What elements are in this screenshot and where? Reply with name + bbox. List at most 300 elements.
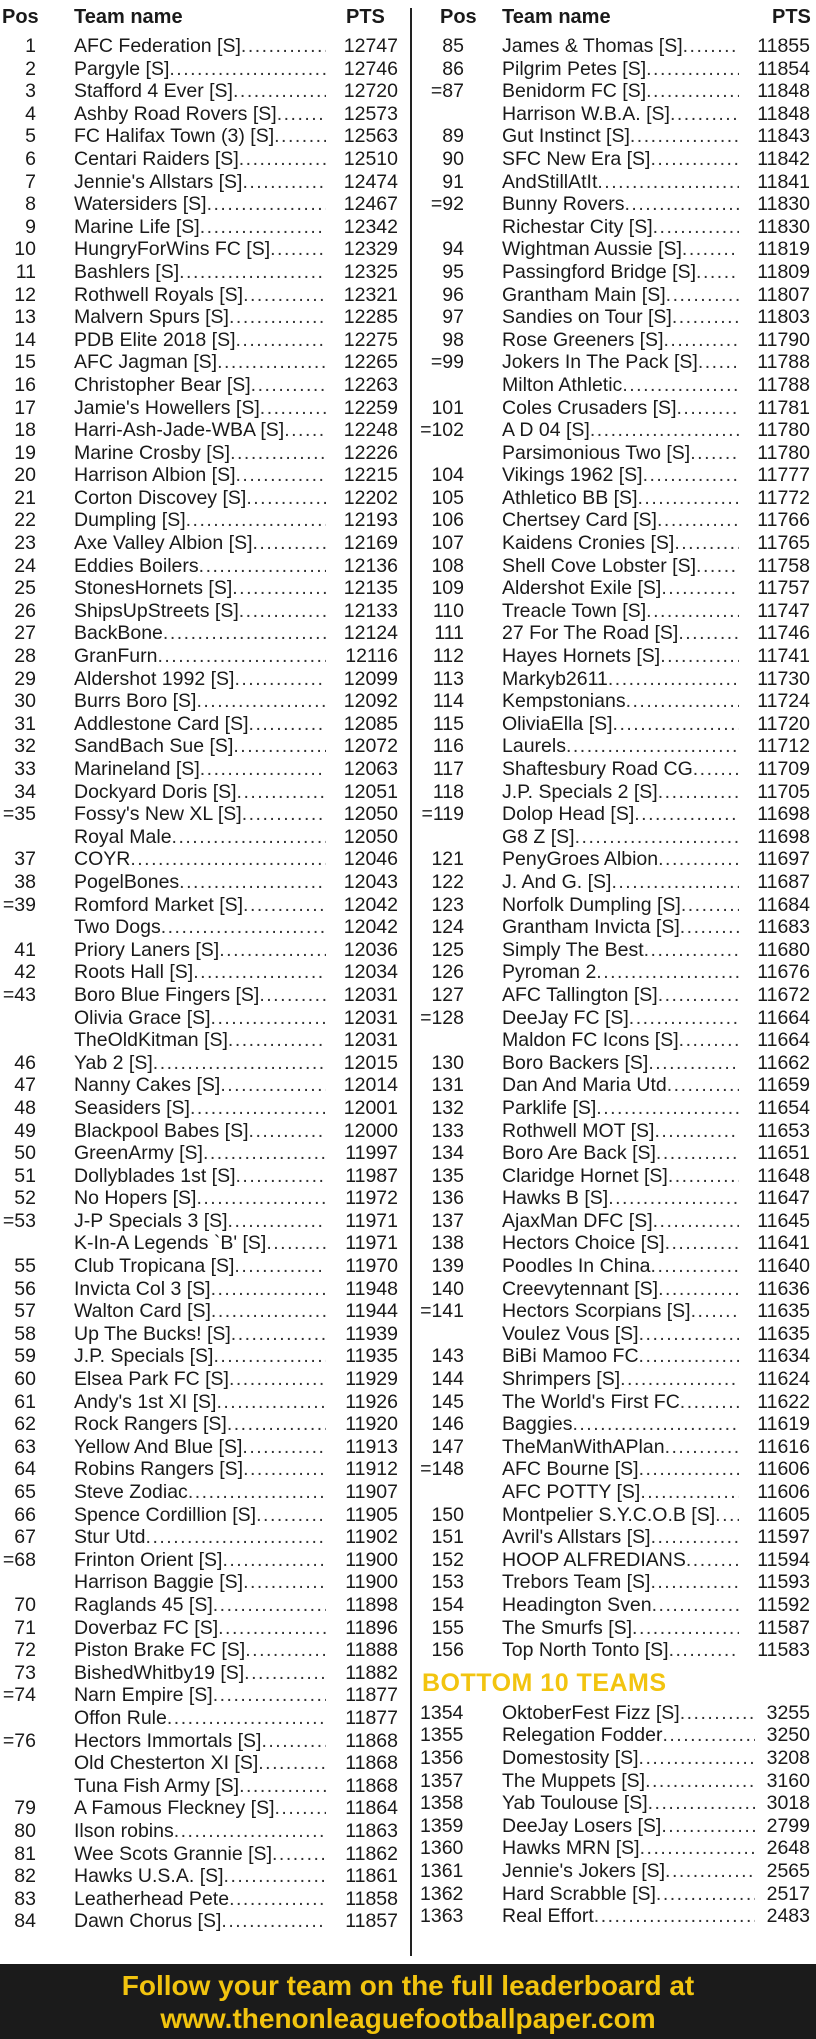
row-team-name bbox=[502, 1504, 739, 1527]
table-row bbox=[0, 802, 410, 825]
row-position: 90 bbox=[442, 147, 464, 170]
row-team-name bbox=[502, 487, 739, 510]
row-team-name bbox=[74, 645, 326, 668]
dot-leader bbox=[236, 1165, 327, 1188]
dot-leader bbox=[644, 939, 739, 962]
row-position: 14 bbox=[14, 328, 36, 351]
row-points: 2517 bbox=[766, 1882, 810, 1905]
dot-leader bbox=[678, 622, 739, 645]
row-team-name bbox=[502, 1074, 739, 1097]
row-points: 12510 bbox=[343, 147, 398, 170]
row-position: 50 bbox=[14, 1142, 36, 1165]
table-row bbox=[420, 1073, 816, 1096]
row-position: 73 bbox=[14, 1661, 36, 1684]
row-points: 11680 bbox=[757, 938, 810, 961]
row-position: 1358 bbox=[420, 1792, 464, 1815]
table-row bbox=[420, 1791, 816, 1814]
team-name-text: DeeJay FC [S] bbox=[502, 1006, 629, 1029]
row-team-name bbox=[502, 419, 739, 442]
dot-leader bbox=[566, 735, 739, 758]
dot-leader bbox=[222, 1549, 326, 1572]
team-name-text: Milton Athletic bbox=[502, 373, 623, 396]
row-points: 11640 bbox=[757, 1255, 810, 1278]
row-position: 95 bbox=[442, 260, 464, 283]
team-name-text: AndStillAtIt bbox=[502, 170, 598, 193]
footer-text: Follow your team on the full leaderboard at bbox=[121, 1970, 695, 2001]
row-points: 12329 bbox=[343, 238, 398, 261]
row-position: 109 bbox=[431, 577, 464, 600]
row-position: 1361 bbox=[420, 1859, 464, 1882]
row-points: 12135 bbox=[343, 577, 398, 600]
dot-leader bbox=[179, 871, 326, 894]
row-team-name bbox=[74, 284, 326, 307]
dot-leader bbox=[219, 939, 326, 962]
team-name-text: Tuna Fish Army [S] bbox=[74, 1774, 240, 1797]
row-points: 12043 bbox=[343, 870, 398, 893]
row-points: 11905 bbox=[345, 1503, 398, 1526]
row-team-name bbox=[502, 1165, 739, 1188]
row-team-name bbox=[502, 555, 739, 578]
dot-leader bbox=[233, 735, 326, 758]
team-name-text: Romford Market [S] bbox=[74, 893, 244, 916]
row-points: 3160 bbox=[766, 1769, 810, 1792]
table-row bbox=[420, 328, 816, 351]
table-row bbox=[420, 825, 816, 848]
row-position: 48 bbox=[14, 1096, 36, 1119]
row-position: 156 bbox=[431, 1639, 464, 1662]
team-name-text: J.P. Specials 2 [S] bbox=[502, 780, 658, 803]
table-row bbox=[420, 915, 816, 938]
table-row bbox=[0, 237, 410, 260]
row-position: 33 bbox=[14, 758, 36, 780]
row-points: 11587 bbox=[757, 1616, 810, 1639]
table-row bbox=[0, 1322, 410, 1345]
row-points: 11830 bbox=[757, 215, 810, 238]
table-row bbox=[0, 1683, 410, 1706]
row-position: =102 bbox=[420, 419, 464, 442]
dot-leader bbox=[653, 216, 739, 239]
team-name-text: Harrison Baggie [S] bbox=[74, 1571, 244, 1594]
row-team-name bbox=[502, 532, 739, 555]
row-points: 11863 bbox=[345, 1819, 398, 1842]
table-row bbox=[0, 260, 410, 283]
row-points: 11593 bbox=[757, 1571, 810, 1594]
dot-leader bbox=[634, 803, 739, 826]
row-position: =141 bbox=[420, 1300, 464, 1323]
row-team-name bbox=[502, 1345, 739, 1368]
row-points: 11780 bbox=[757, 441, 810, 464]
row-points: 11900 bbox=[345, 1571, 398, 1594]
row-team-name bbox=[74, 1820, 326, 1843]
team-name-text: Grantham Invicta [S] bbox=[502, 916, 680, 939]
row-points: 12720 bbox=[343, 80, 398, 103]
dot-leader bbox=[243, 1571, 326, 1594]
row-team-name bbox=[502, 1232, 739, 1255]
row-position: 8 bbox=[25, 193, 36, 216]
team-name-text: Montpelier S.Y.C.O.B [S] bbox=[502, 1503, 716, 1526]
row-points: 11664 bbox=[757, 1029, 810, 1052]
row-position: 1357 bbox=[420, 1769, 464, 1792]
team-name-text: Hard Scrabble [S] bbox=[502, 1882, 656, 1905]
dot-leader bbox=[230, 442, 326, 465]
row-team-name bbox=[74, 171, 326, 194]
row-points: 11788 bbox=[757, 351, 810, 374]
dot-leader bbox=[668, 1165, 739, 1188]
team-name-text: Invicta Col 3 [S] bbox=[74, 1277, 211, 1300]
table-row bbox=[0, 1909, 410, 1932]
table-row bbox=[420, 780, 816, 803]
row-position: 124 bbox=[431, 916, 464, 939]
dot-leader bbox=[639, 1458, 739, 1481]
table-row bbox=[420, 1904, 816, 1927]
team-name-text: Boro Backers [S] bbox=[502, 1051, 649, 1074]
row-team-name bbox=[502, 1702, 755, 1725]
table-row bbox=[0, 1661, 410, 1684]
table-row bbox=[0, 1073, 410, 1096]
team-name-text: J. And G. [S] bbox=[502, 870, 612, 893]
row-team-name bbox=[74, 1594, 326, 1617]
row-team-name bbox=[502, 374, 739, 397]
row-points: 11720 bbox=[757, 712, 810, 735]
row-points: 12063 bbox=[343, 758, 398, 780]
table-row bbox=[0, 893, 410, 916]
dot-leader bbox=[213, 1345, 326, 1368]
dot-leader bbox=[693, 758, 739, 781]
table-row bbox=[420, 1570, 816, 1593]
team-name-text: Nanny Cakes [S] bbox=[74, 1074, 221, 1097]
table-row bbox=[0, 34, 410, 57]
row-points: 12248 bbox=[343, 419, 398, 442]
table-row bbox=[0, 780, 410, 803]
row-position: 41 bbox=[14, 938, 36, 961]
row-points: 11877 bbox=[345, 1706, 398, 1729]
row-position: 150 bbox=[431, 1503, 464, 1526]
table-row bbox=[0, 1367, 410, 1390]
dot-leader bbox=[211, 1300, 326, 1323]
dot-leader bbox=[683, 35, 739, 58]
row-team-name bbox=[502, 600, 739, 623]
table-row bbox=[0, 1638, 410, 1661]
row-team-name bbox=[502, 1413, 739, 1436]
team-name-text: Offon Rule bbox=[74, 1706, 167, 1729]
dot-leader bbox=[157, 645, 326, 668]
dot-leader bbox=[172, 826, 326, 849]
row-team-name bbox=[74, 1187, 326, 1210]
table-row bbox=[0, 1028, 410, 1051]
row-points: 12042 bbox=[343, 893, 398, 916]
team-name-text: Yab Toulouse [S] bbox=[502, 1792, 648, 1815]
row-team-name bbox=[502, 148, 739, 171]
row-points: 11972 bbox=[345, 1187, 398, 1210]
row-team-name bbox=[74, 1007, 326, 1030]
row-team-name bbox=[74, 193, 326, 216]
table-row bbox=[420, 1638, 816, 1661]
row-points: 11758 bbox=[757, 554, 810, 577]
dot-leader bbox=[674, 532, 739, 555]
footer-url[interactable]: www.thenonleaguefootballpaper.com bbox=[160, 2003, 656, 2034]
dot-leader bbox=[179, 261, 326, 284]
row-team-name bbox=[74, 374, 326, 397]
team-name-text: BackBone bbox=[74, 622, 163, 645]
row-position: 65 bbox=[14, 1481, 36, 1503]
dot-leader bbox=[648, 1052, 739, 1075]
row-points: 11654 bbox=[757, 1096, 810, 1119]
dot-leader bbox=[227, 1413, 326, 1436]
row-points: 12321 bbox=[343, 283, 398, 306]
team-name-text: Sandies on Tour [S] bbox=[502, 306, 672, 329]
dot-leader bbox=[645, 1770, 755, 1793]
team-name-text: Aldershot 1992 [S] bbox=[74, 667, 235, 690]
dot-leader bbox=[658, 984, 739, 1007]
dot-leader bbox=[657, 509, 739, 532]
row-position: 71 bbox=[14, 1616, 36, 1639]
team-name-text: 27 For The Road [S] bbox=[502, 622, 679, 645]
table-row bbox=[0, 960, 410, 983]
table-row bbox=[420, 215, 816, 238]
table-row bbox=[0, 102, 410, 125]
team-name-text: Up The Bucks! [S] bbox=[74, 1322, 231, 1345]
dot-leader bbox=[656, 1883, 755, 1906]
dot-leader bbox=[174, 1820, 326, 1843]
table-row bbox=[0, 1344, 410, 1367]
table-row bbox=[0, 1864, 410, 1887]
table-row bbox=[420, 1457, 816, 1480]
team-name-text: Rock Rangers [S] bbox=[74, 1413, 227, 1436]
dot-leader bbox=[239, 148, 326, 171]
table-row bbox=[0, 170, 410, 193]
table-row bbox=[420, 644, 816, 667]
team-name-text: Corton Discovey [S] bbox=[74, 486, 247, 509]
table-row bbox=[0, 1186, 410, 1209]
row-team-name bbox=[74, 758, 326, 781]
row-team-name bbox=[502, 1724, 755, 1747]
table-row bbox=[420, 170, 816, 193]
dot-leader bbox=[670, 103, 739, 126]
row-points: 11944 bbox=[345, 1300, 398, 1323]
table-row bbox=[0, 350, 410, 373]
row-team-name bbox=[502, 1549, 739, 1572]
table-row bbox=[0, 79, 410, 102]
table-row bbox=[0, 531, 410, 554]
bottom-teams-heading bbox=[420, 1665, 816, 1701]
dot-leader bbox=[243, 284, 326, 307]
table-row bbox=[420, 1882, 816, 1905]
row-position: 20 bbox=[14, 464, 36, 487]
team-name-text: A D 04 [S] bbox=[502, 419, 590, 442]
dot-leader bbox=[272, 1843, 326, 1866]
team-name-text: Boro Are Back [S] bbox=[502, 1142, 656, 1165]
row-points: 11848 bbox=[757, 80, 810, 103]
row-points: 11803 bbox=[757, 306, 810, 329]
team-name-text: Marine Life [S] bbox=[74, 215, 200, 238]
row-team-name bbox=[74, 622, 326, 645]
team-name-text: FC Halifax Town (3) [S] bbox=[74, 125, 275, 148]
table-row bbox=[420, 1746, 816, 1769]
dot-leader bbox=[243, 1458, 326, 1481]
table-row bbox=[0, 689, 410, 712]
dot-leader bbox=[686, 1549, 739, 1572]
dot-leader bbox=[186, 509, 326, 532]
row-team-name bbox=[502, 1120, 739, 1143]
row-position: 1 bbox=[25, 35, 36, 57]
team-name-text: Poodles In China bbox=[502, 1255, 651, 1278]
row-position: 136 bbox=[431, 1187, 464, 1210]
row-position: 1355 bbox=[420, 1724, 464, 1747]
table-row bbox=[420, 1096, 816, 1119]
row-team-name bbox=[502, 351, 739, 374]
row-points: 11857 bbox=[345, 1910, 398, 1933]
table-row bbox=[420, 1299, 816, 1322]
row-team-name bbox=[74, 1617, 326, 1640]
dot-leader bbox=[284, 419, 326, 442]
row-team-name bbox=[74, 1707, 326, 1730]
dot-leader bbox=[680, 1391, 739, 1414]
header-pts: PTS bbox=[346, 6, 385, 28]
team-name-text: Hayes Hornets [S] bbox=[502, 645, 661, 668]
row-team-name bbox=[74, 1752, 326, 1775]
team-name-text: Malvern Spurs [S] bbox=[74, 306, 229, 329]
row-points: 11843 bbox=[757, 125, 810, 148]
table-row bbox=[420, 1701, 816, 1724]
row-points: 12193 bbox=[343, 509, 398, 532]
row-points: 12265 bbox=[343, 351, 398, 374]
team-name-text: Trebors Team [S] bbox=[502, 1571, 651, 1594]
row-team-name bbox=[502, 464, 739, 487]
row-position: 97 bbox=[442, 306, 464, 329]
row-position: 22 bbox=[14, 509, 36, 532]
dot-leader bbox=[237, 781, 326, 804]
row-team-name bbox=[502, 1052, 739, 1075]
row-position: 47 bbox=[14, 1074, 36, 1097]
table-row bbox=[420, 1480, 816, 1503]
row-points: 11741 bbox=[757, 645, 810, 668]
row-team-name bbox=[74, 1097, 326, 1120]
row-team-name bbox=[74, 238, 326, 261]
table-row bbox=[0, 1842, 410, 1865]
row-team-name bbox=[74, 103, 326, 126]
row-points: 11858 bbox=[345, 1887, 398, 1910]
row-team-name bbox=[74, 1300, 326, 1323]
team-name-text: GreenArmy [S] bbox=[74, 1142, 203, 1165]
row-team-name bbox=[502, 238, 739, 261]
table-row bbox=[420, 960, 816, 983]
row-points: 11662 bbox=[757, 1051, 810, 1074]
row-team-name bbox=[74, 1142, 326, 1165]
table-row bbox=[420, 1006, 816, 1029]
row-team-name bbox=[74, 871, 326, 894]
team-name-text: Pyroman 2 bbox=[502, 961, 597, 984]
team-name-text: Avril's Allstars [S] bbox=[502, 1526, 651, 1549]
table-row bbox=[0, 1231, 410, 1254]
dot-leader bbox=[213, 1684, 326, 1707]
table-row bbox=[420, 463, 816, 486]
team-name-text: Markyb2611 bbox=[502, 667, 608, 690]
row-points: 12001 bbox=[343, 1096, 398, 1119]
dot-leader bbox=[244, 1662, 326, 1685]
team-name-text: Ilson robins bbox=[74, 1819, 174, 1842]
dot-leader bbox=[656, 1142, 739, 1165]
team-name-text: Yellow And Blue [S] bbox=[74, 1435, 243, 1458]
row-points: 11772 bbox=[757, 486, 810, 509]
row-position: =119 bbox=[421, 803, 464, 826]
header-team-name: Team name bbox=[502, 6, 611, 28]
row-team-name bbox=[502, 690, 739, 713]
row-team-name bbox=[74, 600, 326, 623]
row-position: 98 bbox=[442, 328, 464, 351]
team-name-text: Burrs Boro [S] bbox=[74, 690, 197, 713]
table-row bbox=[420, 689, 816, 712]
row-position: 16 bbox=[14, 373, 36, 396]
dot-leader bbox=[243, 894, 326, 917]
row-position: 105 bbox=[431, 486, 464, 509]
row-points: 11592 bbox=[757, 1593, 810, 1616]
row-team-name bbox=[74, 1775, 326, 1798]
team-name-text: Parsimonious Two [S] bbox=[502, 441, 691, 464]
row-points: 12563 bbox=[343, 125, 398, 148]
row-team-name bbox=[502, 916, 739, 939]
row-position: 108 bbox=[431, 554, 464, 577]
table-row bbox=[420, 373, 816, 396]
team-name-text: Jokers In The Pack [S] bbox=[502, 351, 698, 374]
dot-leader bbox=[229, 1888, 326, 1911]
row-points: 11676 bbox=[757, 961, 810, 984]
row-points: 3208 bbox=[766, 1746, 810, 1769]
team-name-text: Jennie's Allstars [S] bbox=[74, 170, 243, 193]
row-points: 11624 bbox=[757, 1368, 810, 1391]
team-name-text: Hawks MRN [S] bbox=[502, 1837, 640, 1860]
team-name-text: HungryForWins FC [S] bbox=[74, 238, 271, 261]
dot-leader bbox=[676, 397, 739, 420]
row-points: 11684 bbox=[757, 893, 810, 916]
team-name-text: Spence Cordillion [S] bbox=[74, 1503, 257, 1526]
row-points: 12263 bbox=[343, 373, 398, 396]
row-points: 12050 bbox=[343, 803, 398, 826]
row-position: 132 bbox=[431, 1096, 464, 1119]
row-position: 57 bbox=[14, 1300, 36, 1323]
row-team-name bbox=[502, 1458, 739, 1481]
team-name-text: Bashlers [S] bbox=[74, 260, 180, 283]
row-team-name bbox=[502, 1323, 739, 1346]
dot-leader bbox=[590, 419, 739, 442]
team-name-text: Walton Card [S] bbox=[74, 1300, 211, 1323]
row-points: 11926 bbox=[345, 1390, 398, 1413]
row-team-name bbox=[74, 1730, 326, 1753]
row-team-name bbox=[502, 1255, 739, 1278]
table-row bbox=[0, 1141, 410, 1164]
table-row bbox=[0, 644, 410, 667]
dot-leader bbox=[640, 1837, 755, 1860]
row-team-name bbox=[74, 1865, 326, 1888]
row-position: 133 bbox=[431, 1119, 464, 1142]
team-name-text: SandBach Sue [S] bbox=[74, 735, 234, 758]
row-team-name bbox=[502, 1837, 755, 1860]
row-team-name bbox=[74, 1504, 326, 1527]
team-name-text: Wee Scots Grannie [S] bbox=[74, 1842, 272, 1865]
table-row bbox=[420, 305, 816, 328]
row-points: 11698 bbox=[757, 803, 810, 826]
row-position: 29 bbox=[14, 667, 36, 690]
team-name-text: Relegation Fodder bbox=[502, 1724, 663, 1747]
row-team-name bbox=[502, 1860, 755, 1883]
row-points: 11616 bbox=[757, 1435, 810, 1458]
row-points: 12226 bbox=[343, 441, 398, 464]
row-team-name bbox=[74, 1458, 326, 1481]
row-points: 11687 bbox=[757, 870, 810, 893]
row-team-name bbox=[74, 397, 326, 420]
team-name-text: Royal Male bbox=[74, 825, 172, 848]
row-position: 111 bbox=[434, 622, 464, 645]
row-team-name bbox=[74, 803, 326, 826]
